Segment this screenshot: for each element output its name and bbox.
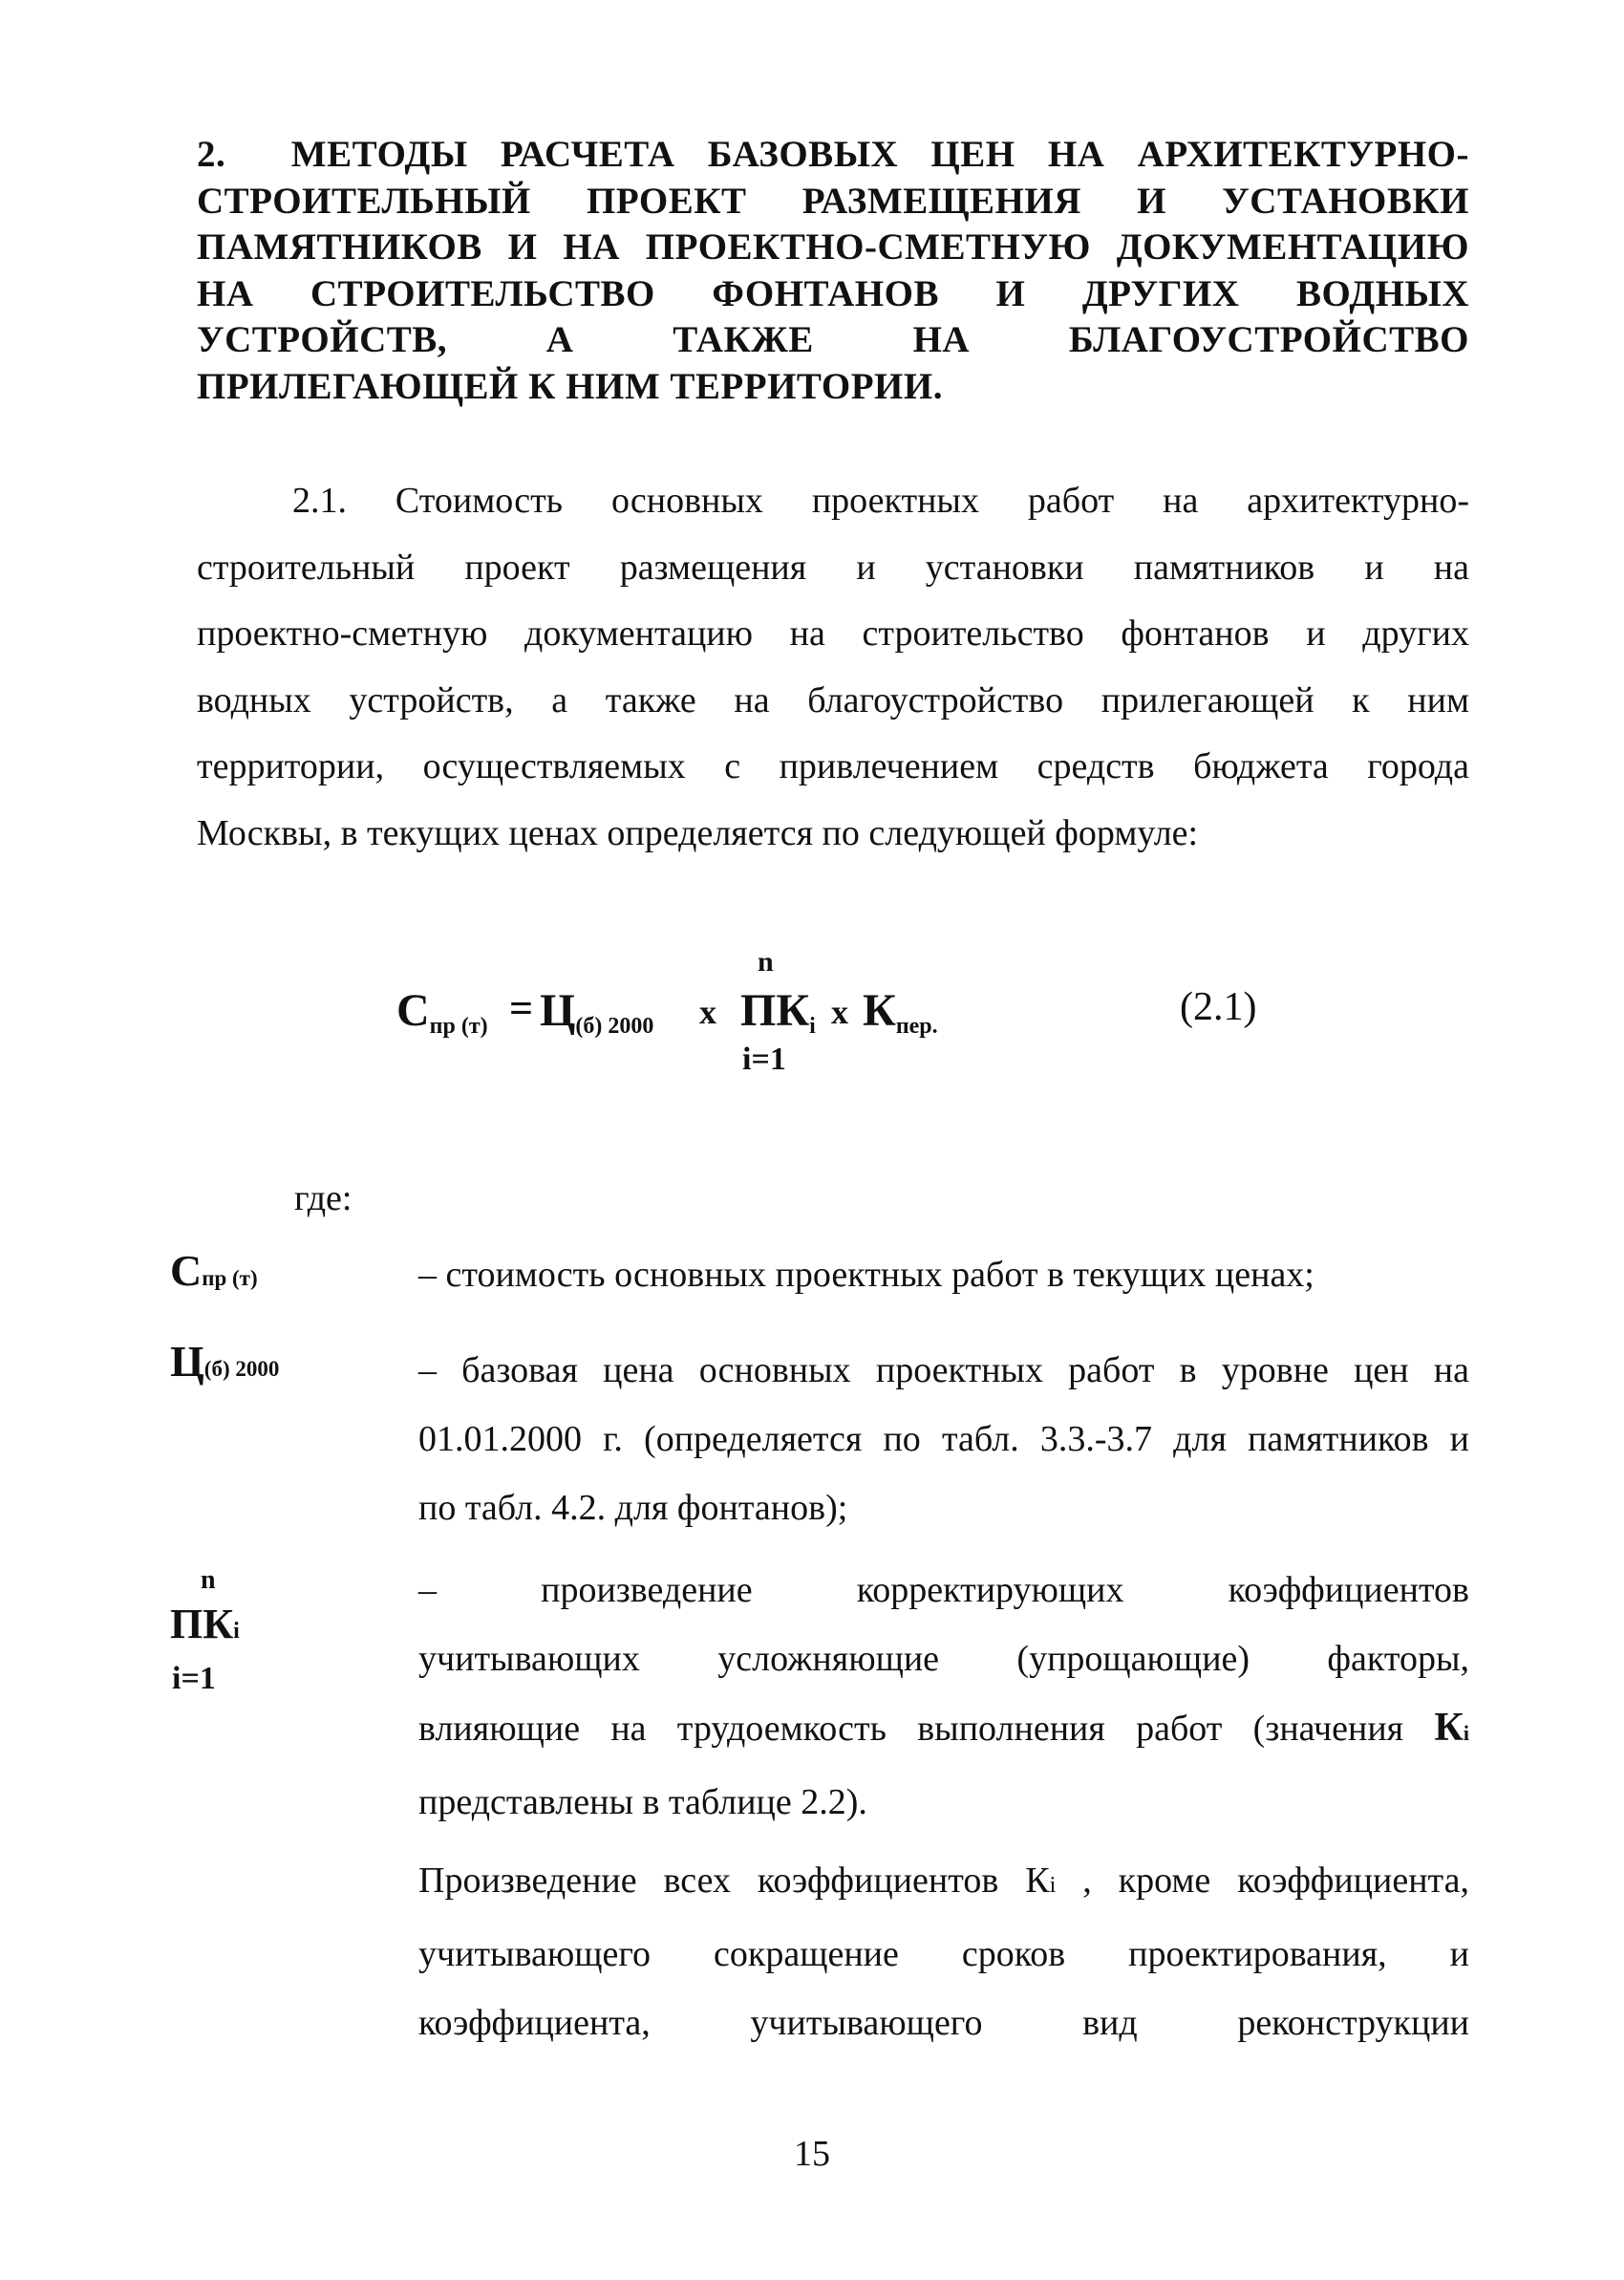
k-subscript: i: [1463, 1721, 1470, 1745]
heading-line: УСТРОЙСТВ, А ТАКЖЕ НА БЛАГОУСТРОЙСТВО: [197, 319, 1469, 360]
product-note-paragraph: [418, 1846, 1469, 2057]
definition-line: по табл. 4.2. для фонтанов);: [418, 1488, 848, 1528]
formula-2-1: [396, 946, 1275, 1089]
where-label: где:: [294, 1178, 353, 1218]
formula-k-transfer-symbol: [863, 984, 938, 1037]
term-symbol: С: [170, 1246, 203, 1295]
formula-multiply: х: [699, 993, 716, 1031]
term-subscript: i: [233, 1619, 240, 1644]
k-i-symbol: [1434, 1706, 1469, 1750]
intro-paragraph: [197, 468, 1469, 867]
definition-line: – стоимость основных проектных работ в текущих ценах;: [418, 1255, 1314, 1295]
note-line: учитывающего сокращение сроков проектирования, и: [418, 1934, 1469, 1974]
formula-c-sub: пр (т): [429, 1014, 488, 1039]
term-upper-limit: n: [201, 1565, 216, 1595]
formula-k: К: [863, 985, 896, 1036]
section-heading: [197, 132, 1469, 410]
heading-line: ПАМЯТНИКОВ И НА ПРОЕКТНО-СМЕТНУЮ ДОКУМЕНТАЦИЮ: [197, 226, 1469, 268]
definition-text-product: [418, 1556, 1469, 1837]
note-line: коэффициента, учитывающего вид реконструкции: [418, 2003, 1469, 2043]
term-subscript: пр (т): [202, 1266, 258, 1290]
definition-line: – произведение корректирующих коэффициентов: [418, 1570, 1469, 1610]
term-lower-limit: i=1: [172, 1661, 216, 1696]
paragraph-line: территории, осуществляемых с привлечением средств бюджета города: [197, 746, 1469, 786]
paragraph-line: проектно-сметную документацию на строительство фонтанов и других: [197, 613, 1469, 654]
formula-pk: ПК: [740, 985, 810, 1036]
term-product: [170, 1600, 240, 1648]
formula-ts-sub: (б) 2000: [575, 1014, 654, 1039]
definition-term-base-price: [170, 1336, 279, 1387]
formula-multiply: х: [831, 993, 848, 1031]
heading-line: СТРОИТЕЛЬНЫЙ ПРОЕКТ РАЗМЕЩЕНИЯ И УСТАНОВКИ: [197, 180, 1469, 222]
paragraph-line: водных устройств, а также на благоустройство прилегающей к ним: [197, 679, 1469, 721]
definition-line-with-k: [418, 1693, 1469, 1768]
paragraph-line: 2.1. Стоимость основных проектных работ на архитектурно-: [292, 481, 1469, 521]
formula-product-upper-limit: n: [758, 946, 774, 978]
definition-line-text: влияющие на трудоемкость выполнения работ (значения: [418, 1709, 1404, 1749]
page-number: 15: [794, 2134, 830, 2174]
note-subscript: i: [1049, 1873, 1057, 1898]
formula-k-sub: пер.: [895, 1014, 938, 1039]
formula-c: С: [396, 985, 430, 1036]
heading-line: 2. МЕТОДЫ РАСЧЕТА БАЗОВЫХ ЦЕН НА АРХИТЕКТУРНО-: [197, 134, 1469, 175]
definition-line: представлены в таблице 2.2).: [418, 1782, 867, 1822]
formula-ts: Ц: [540, 985, 576, 1036]
heading-line: НА СТРОИТЕЛЬСТВО ФОНТАНОВ И ДРУГИХ ВОДНЫХ: [197, 272, 1469, 314]
note-line-text: Произведение всех коэффициентов К: [418, 1861, 1050, 1901]
note-line-text: , кроме коэффициента,: [1056, 1861, 1469, 1901]
formula-base-price-symbol: [540, 984, 653, 1037]
formula-product-lower-limit: i=1: [742, 1042, 786, 1077]
definition-line: 01.01.2000 г. (определяется по табл. 3.3.-3.7 для памятников и: [418, 1419, 1469, 1459]
definition-text-cost: [418, 1240, 1469, 1309]
formula-number: (2.1): [1180, 985, 1257, 1029]
term-symbol: ПК: [170, 1601, 234, 1647]
definition-term-product: [170, 1565, 285, 1718]
paragraph-line: строительный проект размещения и установки памятников и на: [197, 547, 1469, 588]
formula-product-symbol: [740, 984, 816, 1037]
term-subscript: (б) 2000: [203, 1357, 280, 1381]
term-symbol: Ц: [170, 1337, 204, 1386]
definition-text-base-price: [418, 1336, 1469, 1542]
k-symbol: К: [1434, 1706, 1464, 1750]
formula-equals: =: [509, 985, 534, 1032]
heading-line: ПРИЛЕГАЮЩЕЙ К НИМ ТЕРРИТОРИИ.: [197, 365, 943, 407]
definition-term-cost: [170, 1245, 258, 1296]
formula-pk-sub: i: [809, 1014, 816, 1039]
definition-line: – базовая цена основных проектных работ в уровне цен на: [418, 1350, 1469, 1390]
paragraph-line: Москвы, в текущих ценах определяется по следующей формуле:: [197, 812, 1199, 853]
formula-cost-symbol: [396, 984, 488, 1037]
note-line: [418, 1846, 1469, 1920]
definition-line: учитывающих усложняющие (упрощающие) факторы,: [418, 1639, 1469, 1679]
